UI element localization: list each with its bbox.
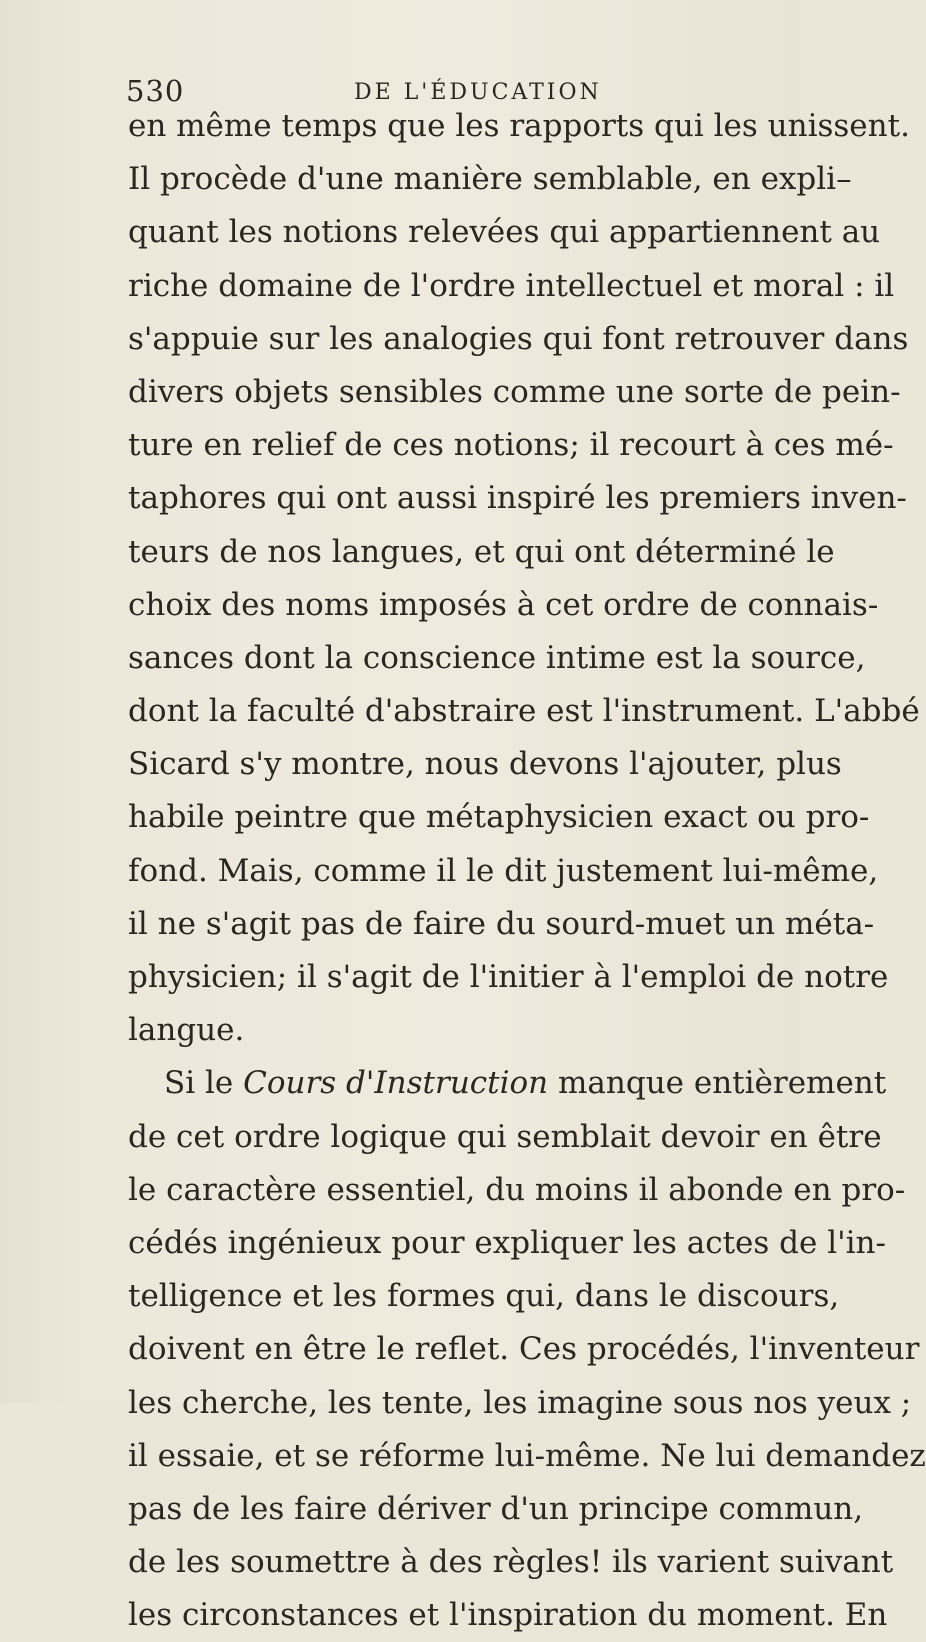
text-line: riche domaine de l'ordre intellectuel et moral : il xyxy=(128,267,895,304)
running-title: DE L'ÉDUCATION xyxy=(354,80,602,105)
text-line: il essaie, et se réforme lui-même. Ne lui demandez xyxy=(128,1437,926,1474)
text-line: habile peintre que métaphysicien exact ou pro- xyxy=(128,799,870,836)
text-line: doivent en être le reflet. Ces procédés, l'inventeur xyxy=(128,1331,920,1368)
text-line: sances dont la conscience intime est la source, xyxy=(128,639,866,676)
body-text xyxy=(128,100,926,1642)
page-number: 530 xyxy=(126,74,185,108)
text-line: langue. xyxy=(128,1012,245,1049)
text-line: physicien; il s'agit de l'initier à l'emploi de notre xyxy=(128,959,889,995)
paragraph-opening-line xyxy=(128,1057,887,1110)
text-line: taphores qui ont aussi inspiré les premiers inven- xyxy=(128,480,907,517)
text-line: les circonstances et l'inspiration du moment. En xyxy=(128,1597,888,1634)
text-line: teurs de nos langues, et qui ont déterminé le xyxy=(128,533,835,570)
book-title-italic: Cours d'Instruction xyxy=(243,1065,549,1102)
text-line: telligence et les formes qui, dans le discours, xyxy=(128,1278,840,1315)
text-line: en même temps que les rapports qui les unissent. xyxy=(128,108,910,144)
text-line: quant les notions relevées qui appartiennent au xyxy=(128,214,881,251)
text-fragment: manque entièrement xyxy=(548,1065,887,1102)
text-line: dont la faculté d'abstraire est l'instrument. L'abbé xyxy=(128,693,920,730)
text-line: cédés ingénieux pour expliquer les actes de l'in- xyxy=(128,1224,887,1261)
text-line: les cherche, les tente, les imagine sous nos yeux ; xyxy=(128,1384,912,1421)
text-line: s'appuie sur les analogies qui font retrouver dans xyxy=(128,320,909,357)
text-line: divers objets sensibles comme une sorte de pein- xyxy=(128,373,901,410)
text-line: le caractère essentiel, du moins il abonde en pro- xyxy=(128,1171,906,1208)
text-line: Sicard s'y montre, nous devons l'ajouter, plus xyxy=(128,746,842,783)
text-line: pas de les faire dériver d'un principe commun, xyxy=(128,1490,864,1527)
text-line: ture en relief de ces notions; il recourt à ces mé- xyxy=(128,427,894,464)
text-line: il ne s'agit pas de faire du sourd-muet un méta- xyxy=(128,905,875,942)
text-line: Il procède d'une manière semblable, en expli– xyxy=(128,161,852,198)
text-line: choix des noms imposés à cet ordre de connais- xyxy=(128,586,879,623)
text-line: de les soumettre à des règles! ils varient suivant xyxy=(128,1544,894,1581)
text-line: fond. Mais, comme il le dit justement lui-même, xyxy=(128,852,879,889)
text-line: de cet ordre logique qui semblait devoir en être xyxy=(128,1118,882,1155)
text-fragment: Si le xyxy=(164,1065,244,1102)
